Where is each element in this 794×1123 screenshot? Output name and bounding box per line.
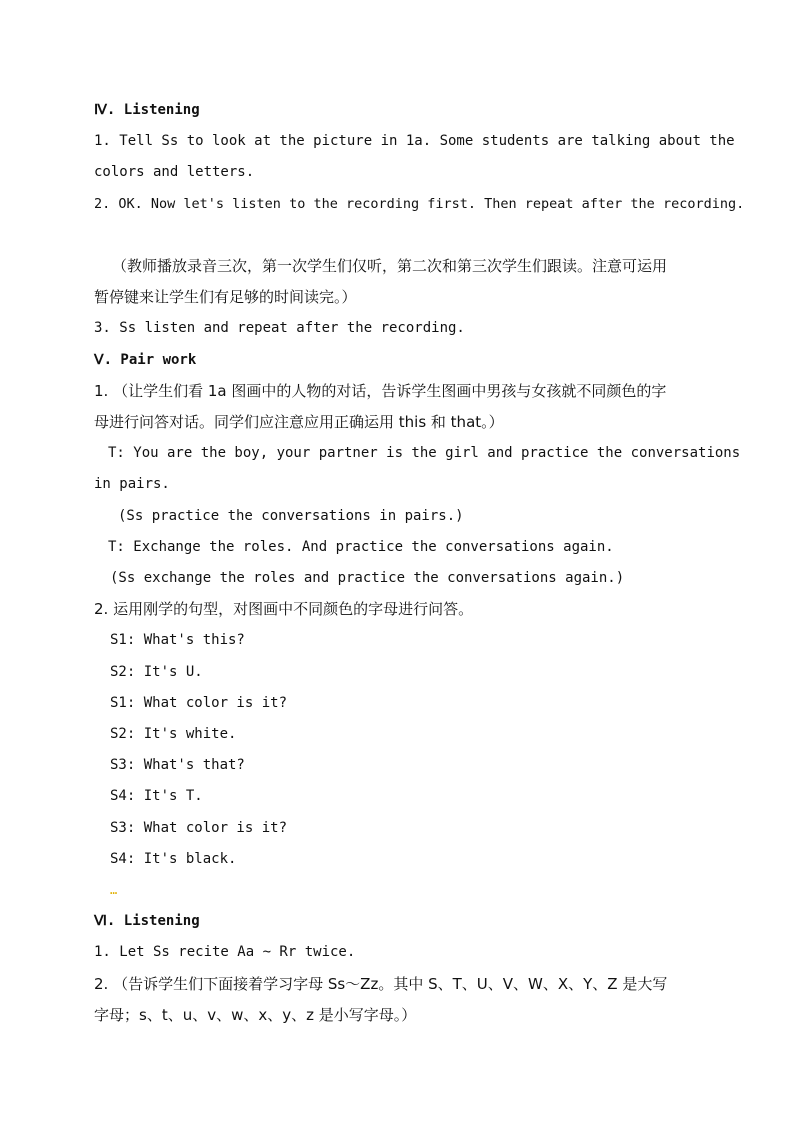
listening-item-1-line-2: colors and letters.	[94, 164, 255, 180]
dialogue-line: S4: It's T.	[110, 788, 203, 804]
dialogue-line: S3: What color is it?	[110, 820, 288, 836]
section-heading-v: Ⅴ. Pair work	[94, 352, 197, 368]
teacher-note-line-2: 暂停键来让学生们有足够的时间读完。）	[94, 288, 357, 306]
listening-item-3: 3. Ss listen and repeat after the recording.	[94, 320, 465, 336]
section-heading-vi: Ⅵ. Listening	[94, 913, 200, 929]
pair-work-item-2: 2. 运用刚学的句型，对图画中不同颜色的字母进行问答。	[94, 600, 474, 618]
section-heading-iv: Ⅳ. Listening	[94, 102, 200, 118]
dialogue-line: S2: It's U.	[110, 664, 203, 680]
student-action-1: (Ss practice the conversations in pairs.)	[118, 508, 464, 524]
teacher-instruction-1-line-1: T: You are the boy, your partner is the girl and practice the conversations	[108, 445, 741, 461]
student-action-2: (Ss exchange the roles and practice the conversations again.)	[110, 570, 625, 586]
dialogue-line: S2: It's white.	[110, 726, 237, 742]
pair-work-item-1-line-1: 1. （让学生们看 1a 图画中的人物的对话，告诉学生图画中男孩与女孩就不同颜色的字	[94, 382, 667, 400]
listening-2-item-1: 1. Let Ss recite Aa ~ Rr twice.	[94, 944, 356, 960]
teacher-instruction-2: T: Exchange the roles. And practice the conversations again.	[108, 539, 614, 555]
listening-item-2: 2. OK. Now let's listen to the recording first. Then repeat after the recording.	[94, 196, 745, 212]
ellipsis-marker: …	[110, 883, 118, 897]
listening-2-item-2-line-2: 字母；s、t、u、v、w、x、y、z 是小写字母。）	[94, 1006, 417, 1024]
listening-2-item-2-line-1: 2. （告诉学生们下面接着学习字母 Ss～Zz。其中 S、T、U、V、W、X、Y、Z 是大写	[94, 975, 668, 993]
teacher-instruction-1-line-2: in pairs.	[94, 476, 170, 492]
dialogue-line: S1: What's this?	[110, 632, 245, 648]
dialogue-line: S1: What color is it?	[110, 695, 288, 711]
dialogue-line: S3: What's that?	[110, 757, 245, 773]
listening-item-1-line-1: 1. Tell Ss to look at the picture in 1a. Some students are talking about the	[94, 133, 735, 149]
dialogue-line: S4: It's black.	[110, 851, 237, 867]
pair-work-item-1-line-2: 母进行问答对话。同学们应注意应用正确运用 this 和 that。）	[94, 413, 504, 431]
teacher-note-line-1: （教师播放录音三次，第一次学生们仅听，第二次和第三次学生们跟读。注意可运用	[112, 257, 668, 275]
